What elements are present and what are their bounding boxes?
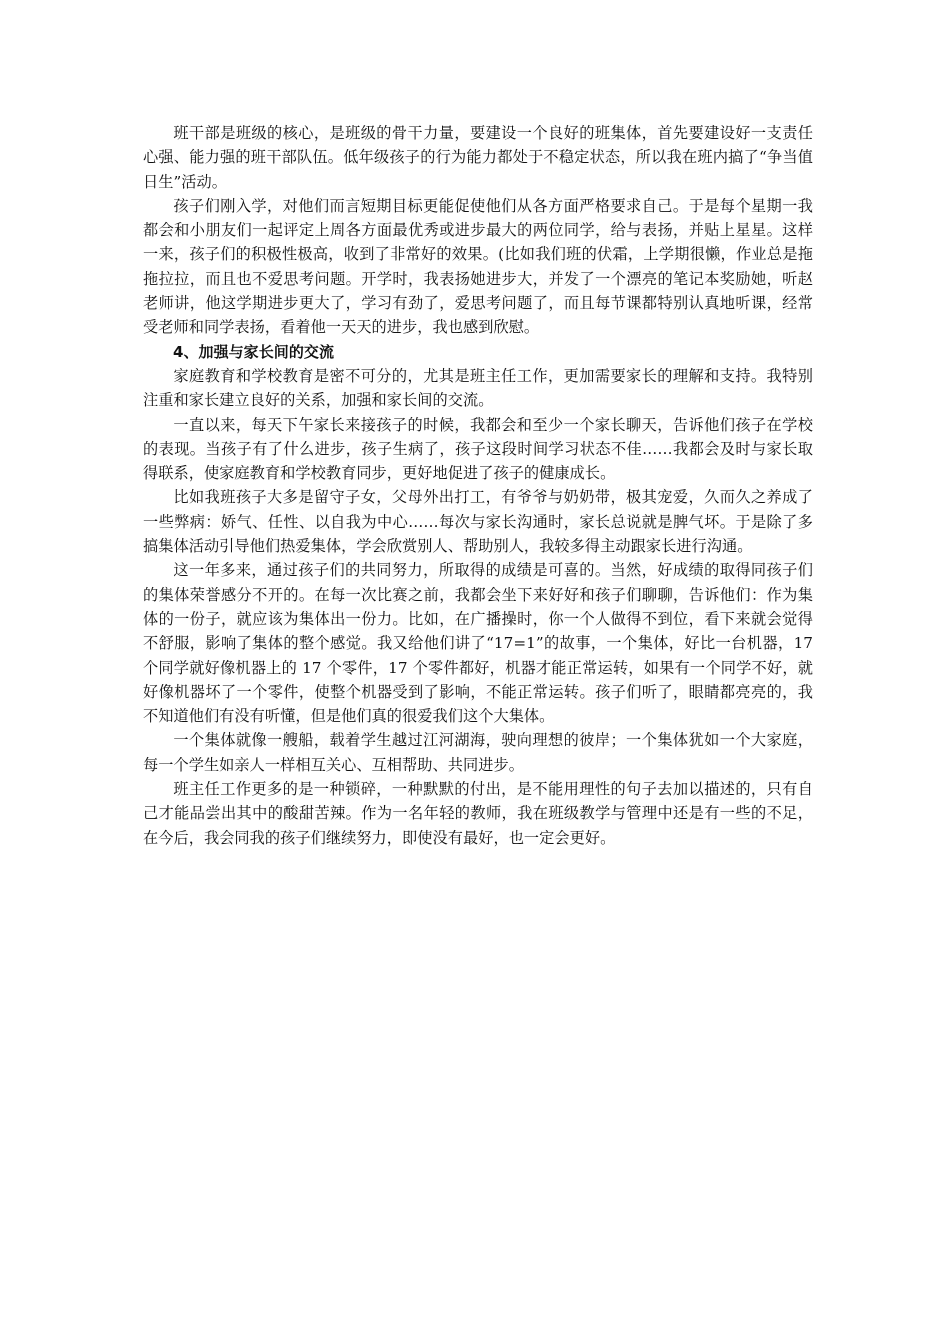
paragraph-class-leaders: 班干部是班级的核心，是班级的骨干力量，要建设一个良好的班集体，首先要建设好一支责任心强、能力强的班干部队伍。低年级孩子的行为能力都处于不稳定状态，所以我在班内搞了“争当值日生”活动。 [143,124,813,191]
section-heading-parent-communication: 4、加强与家长间的交流 [173,342,334,361]
paragraph-conclusion: 班主任工作更多的是一种锁碎，一种默默的付出，是不能用理性的句子去加以描述的，只有自己才能品尝出其中的酸甜苦辣。作为一名年轻的教师，我在班级教学与管理中还是有一些的不足，在今后，我会同我的孩子们继续努力，即使没有最好，也一定会更好。 [143,780,813,847]
paragraph-collective-honor: 这一年多来，通过孩子们的共同努力，所取得的成绩是可喜的。当然，好成绩的取得同孩子们的集体荣誉感分不开的。在每一次比赛之前，我都会坐下来好好和孩子们聊聊，告诉他们：作为集体的一份子，就应该为集体出一份力。比如，在广播操时，你一个人做得不到位，看下来就会觉得不舒服，影响了集体的整个感觉。我又给他们讲了“17=1”的故事，一个集体，好比一台机器，17 个同学就好像机器上的 17 个零件，17 个零件都好，机器才能正常运转，如果有一个同学不好，就好像机器坏了一个零件，使整个机器受到了影响，不能正常运转。孩子们听了，眼睛都亮亮的，我不知道他们有没有听懂，但是他们真的很爱我们这个大集体。 [143,561,813,726]
paragraph-family-education: 家庭教育和学校教育是密不可分的，尤其是班主任工作，更加需要家长的理解和支持。我特别注重和家长建立良好的关系，加强和家长间的交流。 [143,366,813,410]
paragraph-left-behind-children: 比如我班孩子大多是留守子女，父母外出打工，有爷爷与奶奶带，极其宠爱，久而久之养成了一些弊病：娇气、任性、以自我为中心……每次与家长沟通时，家长总说就是脾气坏。于是除了多搞集体活动引导他们热爱集体，学会欣赏别人、帮助别人，我较多得主动跟家长进行沟通。 [143,488,813,556]
paragraph-daily-chat: 一直以来，每天下午家长来接孩子的时候，我都会和至少一个家长聊天，告诉他们孩子在学校的表现。当孩子有了什么进步，孩子生病了，孩子这段时间学习状态不佳……我都会及时与家长取得联系，使家庭教育和学校教育同步，更好地促进了孩子的健康成长。 [143,415,813,483]
document-page [143,121,813,850]
paragraph-collective-ship: 一个集体就像一艘船，载着学生越过江河湖海，驶向理想的彼岸；一个集体犹如一个大家庭，每一个学生如亲人一样相互关心、互相帮助、共同进步。 [143,731,813,774]
paragraph-short-term-goals: 孩子们刚入学，对他们而言短期目标更能促使他们从各方面严格要求自己。于是每个星期一我都会和小朋友们一起评定上周各方面最优秀或进步最大的两位同学，给与表扬，并贴上星星。这样一来，孩子们的积极性极高，收到了非常好的效果。(比如我们班的伏霜，上学期很懒，作业总是拖拖拉拉，而且也不爱思考问题。开学时，我表扬她进步大，并发了一个漂亮的笔记本奖励她，听赵老师讲，他这学期进步更大了，学习有劲了，爱思考问题了，而且每节课都特别认真地听课，经常受老师和同学表扬，看着他一天天的进步，我也感到欣慰。 [143,196,813,337]
